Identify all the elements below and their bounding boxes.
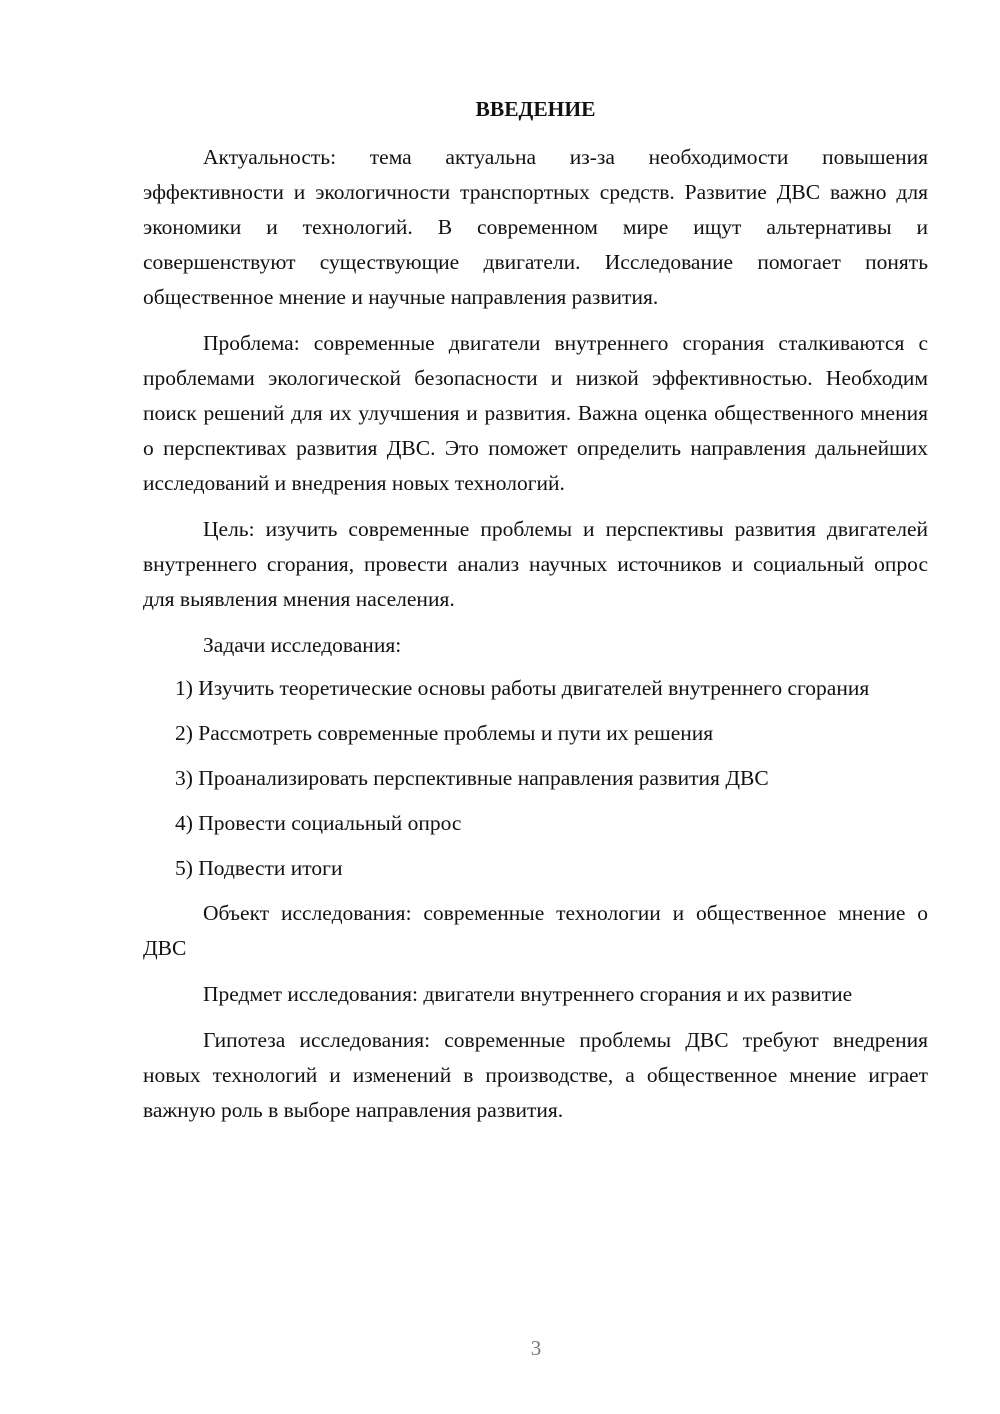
section-heading: ВВЕДЕНИЕ (475, 97, 596, 121)
task-item: 4) Провести социальный опрос (175, 811, 462, 835)
task-item: 5) Подвести итоги (175, 856, 343, 880)
task-item: 1) Изучить теоретические основы работы двигателей внутреннего сгорания (175, 676, 870, 700)
relevance-paragraph: Актуальность: тема актуальна из-за необходимости повышения эффективности и экологичности транспортных средств. Развитие ДВС важно для экономики и технологий. В современном мире ищут альтернативы и совершенствуют существующие двигатели. Исследование помогает понять общественное мнение и научные направления развития. (143, 145, 928, 309)
tasks-label: Задачи исследования: (203, 633, 402, 657)
hypothesis-paragraph: Гипотеза исследования: современные проблемы ДВС требуют внедрения новых технологий и изменений в производстве, а общественное мнение играет важную роль в выборе направления развития. (143, 1028, 928, 1122)
object-paragraph: Объект исследования: современные технологии и общественное мнение о ДВС (143, 901, 928, 960)
subject-paragraph: Предмет исследования: двигатели внутреннего сгорания и их развитие (203, 982, 853, 1006)
page-number: 3 (530, 1336, 542, 1360)
task-item: 3) Проанализировать перспективные направления развития ДВС (175, 766, 769, 790)
tasks-list (143, 671, 928, 886)
problem-paragraph: Проблема: современные двигатели внутреннего сгорания сталкиваются с проблемами экологической безопасности и низкой эффективностью. Необходим поиск решений для их улучшения и развития. Важна оценка общественного мнения о перспективах развития ДВС. Это поможет определить направления дальнейших исследований и внедрения новых технологий. (143, 331, 928, 495)
page-content (143, 92, 928, 1139)
task-item: 2) Рассмотреть современные проблемы и пути их решения (175, 721, 714, 745)
goal-paragraph: Цель: изучить современные проблемы и перспективы развития двигателей внутреннего сгорания, провести анализ научных источников и социальный опрос для выявления мнения населения. (143, 517, 928, 611)
